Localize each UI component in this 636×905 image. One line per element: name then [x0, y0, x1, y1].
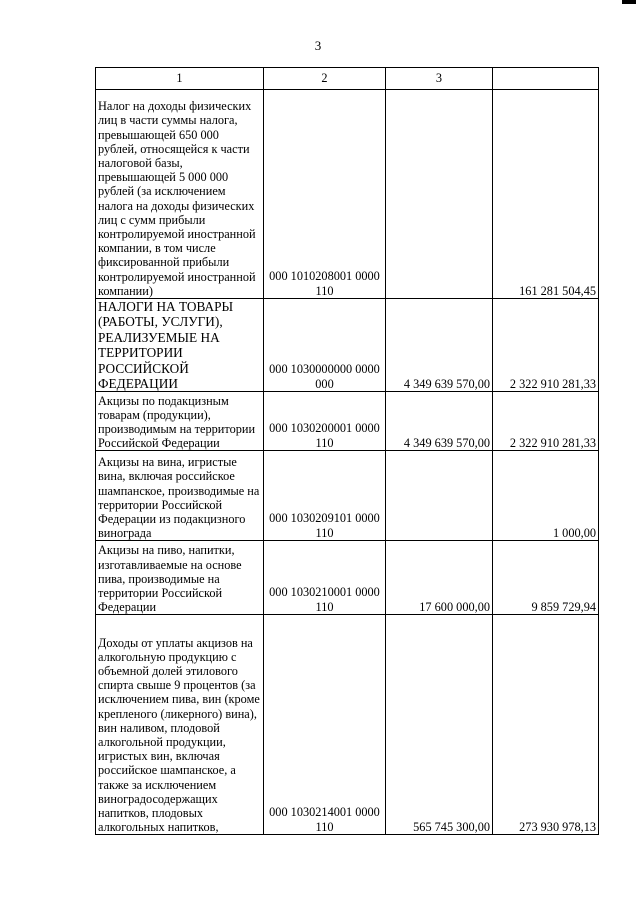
header-col-1: 1	[96, 68, 264, 90]
code-line-2: 110	[315, 435, 334, 450]
table-row	[96, 615, 599, 835]
code-line-1: 000 1030200001 0000	[269, 421, 380, 436]
code-line-2: 110	[315, 599, 334, 614]
row-plan-value	[386, 451, 493, 541]
page-number: 3	[314, 38, 322, 53]
row-fact-value: 9 859 729,94	[493, 541, 599, 615]
row-fact-value: 2 322 910 281,33	[493, 392, 599, 451]
code-line-2: 110	[315, 525, 334, 540]
row-fact-value: 2 322 910 281,33	[493, 299, 599, 392]
row-name: НАЛОГИ НА ТОВАРЫ (РАБОТЫ, УСЛУГИ), РЕАЛИЗУЕМЫЕ НА ТЕРРИТОРИИ РОССИЙСКОЙ ФЕДЕРАЦИИ	[96, 299, 264, 392]
row-name: Доходы от уплаты акцизов на алкогольную продукцию с объемной долей этилового спирта свыше 9 процентов (за исключением пива, вин (кроме крепленого (ликерного) вина), вин наливом, плодовой алкогольной продукции, игристых вин, включая российское шампанское, а также за исключением виноградосодержащих напитков, плодовых алкогольных напитков,	[96, 615, 264, 835]
code-line-2: 110	[315, 283, 334, 298]
row-code	[264, 392, 386, 451]
row-fact-value: 273 930 978,13	[493, 615, 599, 835]
row-code	[264, 299, 386, 392]
row-name: Налог на доходы физических лиц в части суммы налога, превышающей 650 000 рублей, относящейся к части налоговой базы, превышающей 5 000 000 рублей (за исключением налога на доходы физических лиц с сумм прибыли контролируемой иностранной компании, в том числе фиксированной прибыли контролируемой иностранной компании)	[96, 90, 264, 299]
table-row	[96, 451, 599, 541]
row-plan-value: 4 349 639 570,00	[386, 299, 493, 392]
row-code	[264, 615, 386, 835]
table-header-row	[96, 68, 599, 90]
row-plan-value: 17 600 000,00	[386, 541, 493, 615]
table-row	[96, 541, 599, 615]
code-line-1: 000 1010208001 0000	[269, 269, 380, 283]
code-line-1: 000 1030209101 0000	[269, 511, 380, 526]
header-col-4	[493, 68, 599, 90]
table-row	[96, 90, 599, 299]
header-col-3: 3	[386, 68, 493, 90]
row-code	[264, 90, 386, 299]
budget-table	[95, 67, 599, 835]
scan-corner-mark	[622, 0, 636, 4]
row-name: Акцизы на пиво, напитки, изготавливаемые на основе пива, производимые на территории Российской Федерации	[96, 541, 264, 615]
row-plan-value	[386, 90, 493, 299]
row-plan-value: 565 745 300,00	[386, 615, 493, 835]
table-row	[96, 392, 599, 451]
code-line-1: 000 1030214001 0000	[269, 805, 380, 820]
code-line-2: 000	[315, 376, 334, 391]
row-code	[264, 451, 386, 541]
row-plan-value: 4 349 639 570,00	[386, 392, 493, 451]
header-col-2: 2	[264, 68, 386, 90]
row-fact-value: 161 281 504,45	[493, 90, 599, 299]
code-line-1: 000 1030000000 0000	[269, 362, 380, 377]
row-fact-value: 1 000,00	[493, 451, 599, 541]
row-name: Акцизы на вина, игристые вина, включая российское шампанское, производимые на территории Российской Федерации из подакцизного винограда	[96, 451, 264, 541]
row-code	[264, 541, 386, 615]
code-line-2: 110	[315, 819, 334, 834]
row-name: Акцизы по подакцизным товарам (продукции), производимым на территории Российской Федерации	[96, 392, 264, 451]
code-line-1: 000 1030210001 0000	[269, 585, 380, 600]
table-row	[96, 299, 599, 392]
